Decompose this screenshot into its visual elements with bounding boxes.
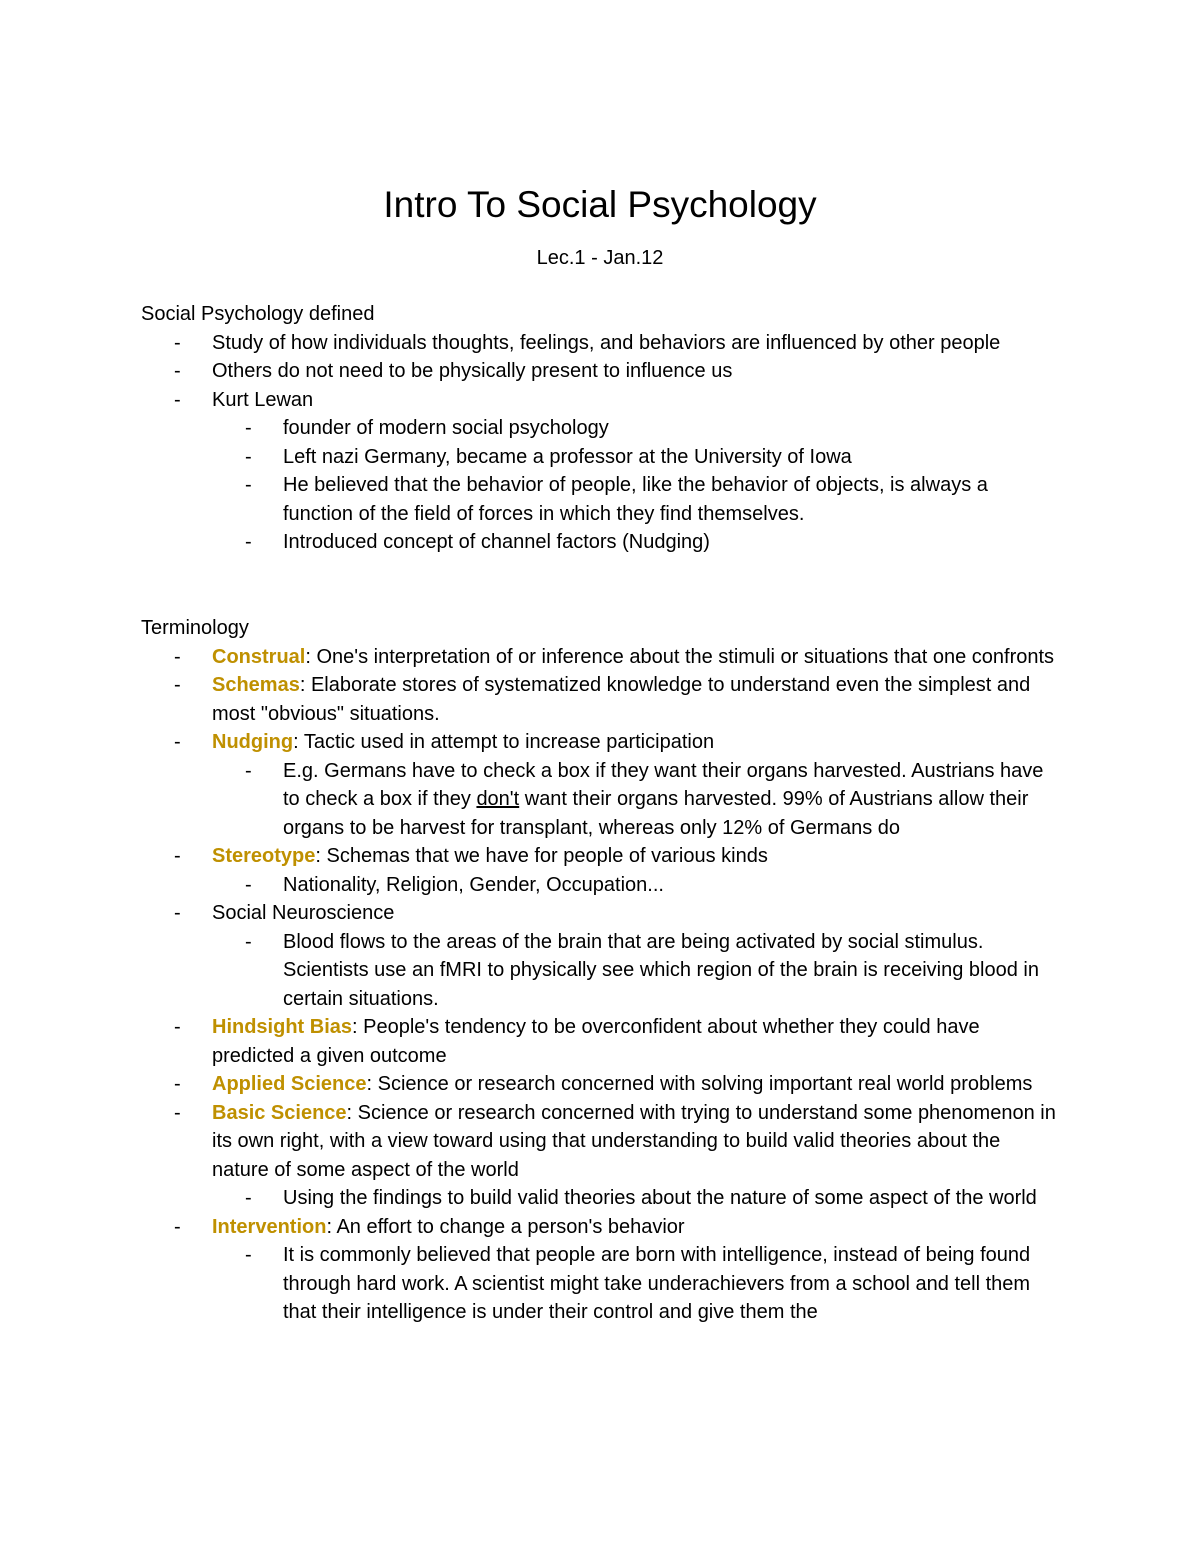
bullet-dash: - — [245, 531, 252, 553]
section-heading: Terminology — [141, 617, 249, 639]
list-item: - Kurt Lewan - founder of modern social psychology - Left nazi Germany, became a professor at the University of Iowa - He believed that the behavior of people, like the behavior of objects, is always a function of the field of forces in which they find themselves. - Introduced concept of channel factors (Nudging) — [141, 386, 1061, 557]
sub-list-item: - It is commonly believed that people are born with intelligence, instead of being found through hard work. A scientist might take underachievers from a school and tell them that their intelligence is under their control and give them the — [212, 1241, 1061, 1327]
sub-bullet-list — [212, 1184, 1061, 1213]
sub-list-item: - Introduced concept of channel factors (Nudging) — [212, 528, 1061, 557]
bullet-dash: - — [174, 674, 181, 696]
bullet-dash: - — [174, 388, 181, 411]
list-item: - Others do not need to be physically present to influence us — [141, 357, 1061, 386]
underlined-word: don't — [476, 788, 520, 810]
bullet-list — [141, 329, 1061, 557]
sub-list-item: - E.g. Germans have to check a box if they want their organs harvested. Austrians have to check a box if they don't want their organs harvested. 99% of Austrians allow their organs to be harvest for transplant, whereas only 12% of Germans do — [212, 757, 1061, 843]
bullet-dash: - — [245, 873, 252, 896]
list-item: - Schemas: Elaborate stores of systematized knowledge to understand even the simplest and most "obvious" situations. — [141, 671, 1061, 728]
list-item: - Study of how individuals thoughts, feelings, and behaviors are influenced by other people — [141, 329, 1061, 358]
bullet-dash: - — [245, 1187, 252, 1209]
term-label: Hindsight Bias — [212, 1016, 353, 1038]
sub-bullet-list — [212, 757, 1061, 843]
sub-bullet-list — [212, 1241, 1061, 1327]
bullet-dash: - — [174, 902, 181, 924]
term-label: Nudging — [212, 731, 294, 753]
term-label: Construal — [212, 645, 306, 668]
section-social-psychology-defined — [141, 300, 1061, 557]
list-item: - Intervention: An effort to change a person's behavior - It is commonly believed that people are born with intelligence, instead of being found through hard work. A scientist might take underachievers from a school and tell them that their intelligence is under their control and give them the — [141, 1213, 1061, 1327]
sub-list-item: - Blood flows to the areas of the brain that are being activated by social stimulus. Scientists use an fMRI to physically see which region of the brain is receiving blood in certain situations. — [212, 928, 1061, 1014]
list-item: - Stereotype: Schemas that we have for people of various kinds - Nationality, Religion, Gender, Occupation... — [141, 842, 1061, 899]
bullet-dash: - — [245, 930, 252, 953]
sub-bullet-list — [212, 414, 1061, 557]
document-title: Intro To Social Psychology — [383, 184, 817, 225]
term-label: Schemas — [212, 674, 300, 696]
sub-bullet-list — [212, 871, 1061, 900]
list-item: - Construal: One's interpretation of or inference about the stimuli or situations that one confronts — [141, 643, 1061, 672]
term-label: Intervention — [212, 1215, 327, 1238]
term-label: Stereotype — [212, 845, 316, 867]
section-terminology — [141, 614, 1061, 1327]
list-item: - Nudging: Tactic used in attempt to increase participation - E.g. Germans have to check a box if they want their organs harvested. Austrians have to check a box if they don't want their organs harvested. 99% of Austrians allow their organs to be harvest for transplant, whereas only 12% of Germans do — [141, 728, 1061, 842]
bullet-dash: - — [174, 845, 181, 867]
bullet-dash: - — [174, 645, 181, 668]
sub-list-item: - founder of modern social psychology — [212, 414, 1061, 443]
bullet-dash: - — [174, 1101, 181, 1124]
list-item: - Social Neuroscience - Blood flows to the areas of the brain that are being activated by social stimulus. Scientists use an fMRI to physically see which region of the brain is receiving blood in certain situations. — [141, 899, 1061, 1013]
sub-list-item: - He believed that the behavior of people, like the behavior of objects, is always a function of the field of forces in which they find themselves. — [212, 471, 1061, 528]
sub-list-item: - Using the findings to build valid theories about the nature of some aspect of the world — [212, 1184, 1061, 1213]
document-subtitle: Lec.1 - Jan.12 — [536, 247, 664, 269]
list-item: - Applied Science: Science or research concerned with solving important real world problems — [141, 1070, 1061, 1099]
term-label: Basic Science — [212, 1101, 347, 1124]
section-heading: Social Psychology defined — [141, 303, 375, 325]
bullet-dash: - — [245, 417, 252, 439]
list-item: - Hindsight Bias: People's tendency to be overconfident about whether they could have predicted a given outcome — [141, 1013, 1061, 1070]
bullet-dash: - — [174, 360, 181, 382]
sub-list-item: - Nationality, Religion, Gender, Occupation... — [212, 871, 1061, 900]
bullet-dash: - — [245, 759, 252, 782]
sub-list-item: - Left nazi Germany, became a professor at the University of Iowa — [212, 443, 1061, 472]
term-label: Applied Science — [212, 1073, 367, 1095]
bullet-dash: - — [174, 1215, 181, 1238]
bullet-list — [141, 643, 1061, 1327]
bullet-dash: - — [245, 1244, 252, 1266]
sub-bullet-list — [212, 928, 1061, 1014]
bullet-dash: - — [174, 1073, 181, 1095]
bullet-dash: - — [245, 474, 252, 496]
bullet-dash: - — [174, 1016, 181, 1038]
bullet-dash: - — [174, 331, 181, 354]
bullet-dash: - — [245, 445, 252, 468]
list-item: - Basic Science: Science or research concerned with trying to understand some phenomenon in its own right, with a view toward using that understanding to build valid theories about the nature of some aspect of the world - Using the findings to build valid theories about the nature of some aspect of the world — [141, 1099, 1061, 1213]
bullet-dash: - — [174, 731, 181, 753]
